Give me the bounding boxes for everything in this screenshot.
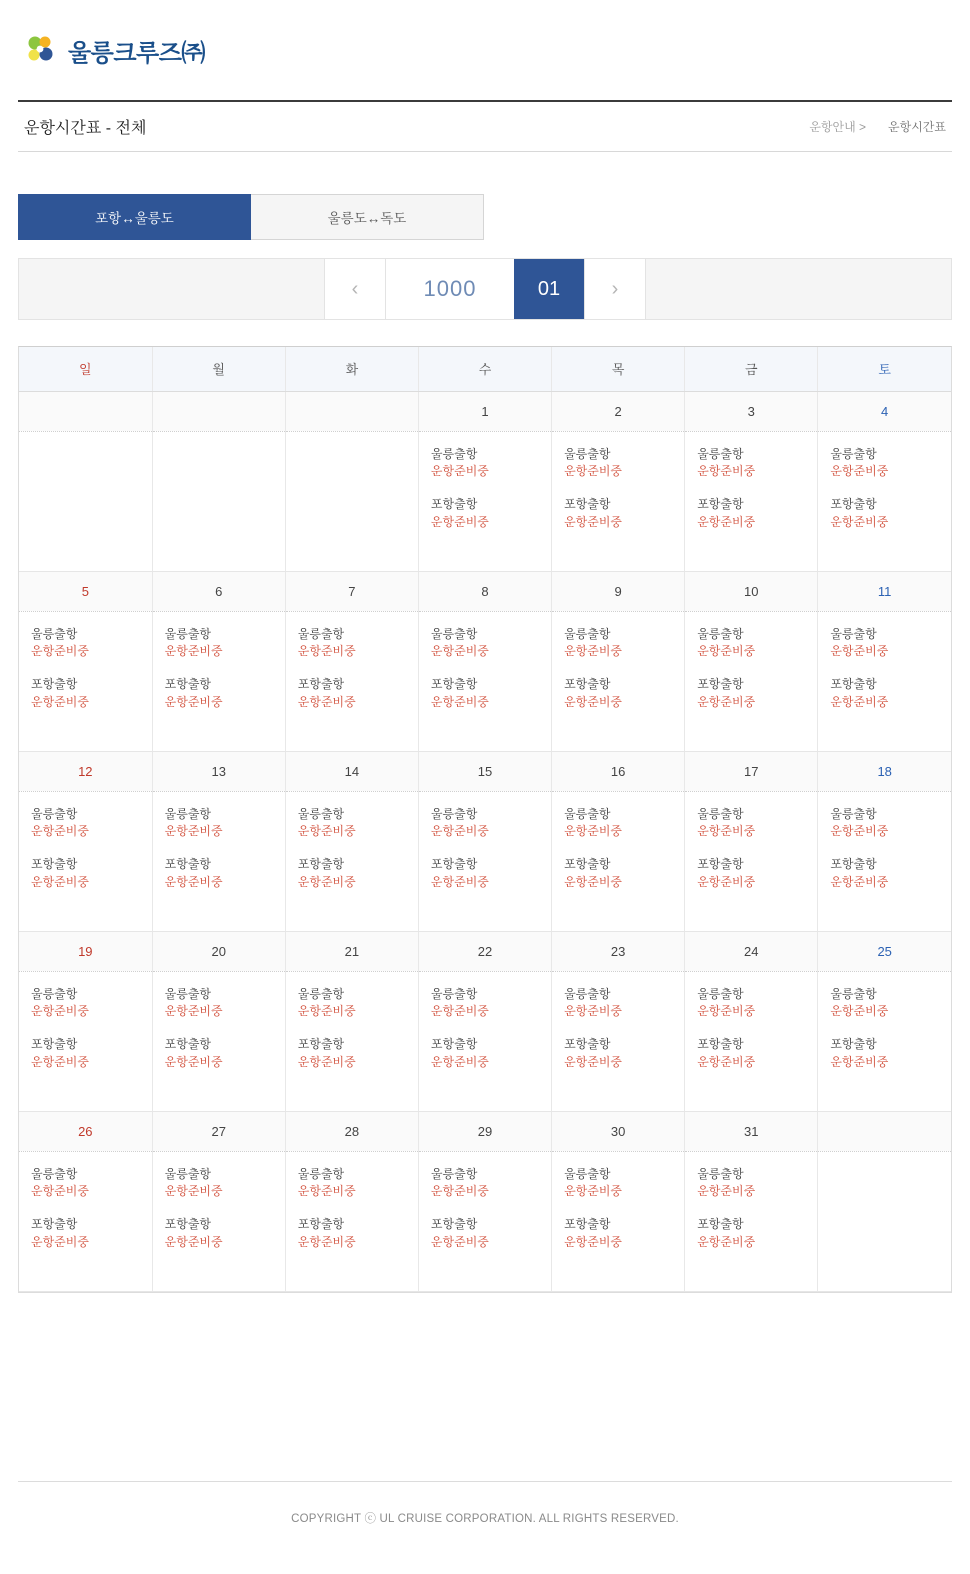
schedule-route-label: 울릉출항 [430, 446, 478, 461]
weekday-header-thu: 목 [552, 347, 685, 391]
schedule-entry-ulleung [697, 626, 805, 661]
weekday-header-wed: 수 [418, 347, 551, 391]
schedule-status-label: 운항준비중 [297, 694, 356, 709]
schedule-status-label: 운항준비중 [697, 1234, 756, 1249]
schedule-route-label: 울릉출항 [430, 626, 478, 641]
schedule-route-label: 울릉출항 [430, 806, 478, 821]
calendar-day-empty [818, 1111, 951, 1151]
schedule-entry-pohang [564, 676, 672, 711]
schedule-route-label: 울릉출항 [164, 626, 212, 641]
calendar-day-empty [152, 391, 285, 431]
calendar-day-events [19, 791, 152, 931]
schedule-route-label: 포항출항 [564, 857, 611, 872]
schedule-status-label: 운항준비중 [297, 1003, 356, 1018]
schedule-entry-pohang [564, 496, 672, 531]
schedule-entry-pohang [830, 496, 939, 531]
calendar-day-events [552, 971, 685, 1111]
calendar-day-number[interactable]: 11 [818, 571, 951, 611]
schedule-status-label: 운항준비중 [697, 1003, 756, 1018]
schedule-route-label: 포항출항 [697, 1217, 744, 1232]
calendar-day-number[interactable]: 10 [685, 571, 818, 611]
schedule-entry-pohang [431, 676, 539, 711]
schedule-entry-pohang [431, 856, 539, 891]
calendar-day-events [552, 1151, 685, 1291]
schedule-status-label: 운항준비중 [164, 823, 223, 838]
calendar-day-number[interactable]: 30 [552, 1111, 685, 1151]
schedule-entry-pohang [697, 496, 805, 531]
calendar-day-events [552, 791, 685, 931]
schedule-entry-pohang [298, 856, 406, 891]
calendar-day-number[interactable]: 28 [285, 1111, 418, 1151]
logo-text: 울릉크루즈㈜ [68, 39, 205, 67]
schedule-entry-pohang [564, 856, 672, 891]
schedule-route-label: 포항출항 [430, 857, 478, 872]
schedule-status-label: 운항준비중 [164, 1183, 223, 1198]
schedule-entry-ulleung [431, 806, 539, 841]
schedule-status-label: 운항준비중 [830, 643, 889, 658]
schedule-entry-pohang [697, 1216, 805, 1251]
schedule-route-label: 포항출항 [164, 857, 212, 872]
schedule-entry-ulleung [431, 446, 539, 481]
schedule-route-label: 울릉출항 [697, 986, 744, 1001]
schedule-status-label: 운항준비중 [564, 463, 623, 478]
schedule-status-label: 운항준비중 [564, 874, 623, 889]
breadcrumb [809, 118, 946, 135]
schedule-entry-pohang [31, 676, 140, 711]
route-tabs [18, 194, 484, 240]
schedule-entry-ulleung [830, 626, 939, 661]
calendar-day-events [152, 611, 285, 751]
calendar-day-number[interactable]: 27 [152, 1111, 285, 1151]
calendar-day-events [418, 611, 551, 751]
month-display[interactable]: 01 [514, 259, 584, 319]
tab-ulleung-dokdo[interactable]: 울릉도↔독도 [251, 194, 484, 240]
calendar-day-events [152, 1151, 285, 1291]
calendar-events-row [19, 431, 951, 571]
calendar-day-number[interactable]: 15 [418, 751, 551, 791]
schedule-entry-ulleung [298, 986, 406, 1021]
calendar-day-number[interactable]: 14 [285, 751, 418, 791]
calendar-day-number[interactable]: 16 [552, 751, 685, 791]
schedule-route-label: 울릉출항 [697, 806, 744, 821]
calendar-day-events [685, 971, 818, 1111]
schedule-route-label: 포항출항 [297, 677, 345, 692]
calendar-day-events [418, 971, 551, 1111]
schedule-status-label: 운항준비중 [830, 694, 889, 709]
schedule-entry-pohang [431, 1036, 539, 1071]
schedule-status-label: 운항준비중 [830, 1003, 889, 1018]
calendar-daynum-row [19, 571, 951, 611]
calendar-day-number[interactable]: 21 [285, 931, 418, 971]
calendar-day-number[interactable]: 1 [418, 391, 551, 431]
schedule-entry-pohang [564, 1216, 672, 1251]
schedule-route-label: 포항출항 [830, 1037, 877, 1052]
calendar-day-number[interactable]: 24 [685, 931, 818, 971]
schedule-entry-ulleung [298, 806, 406, 841]
schedule-status-label: 운항준비중 [164, 1234, 223, 1249]
schedule-status-label: 운항준비중 [830, 463, 889, 478]
schedule-entry-pohang [165, 1216, 273, 1251]
breadcrumb-item-0[interactable]: 운항안내 > [809, 120, 867, 134]
calendar-day-number[interactable]: 31 [685, 1111, 818, 1151]
calendar-day-events-empty [285, 431, 418, 571]
month-navigator [18, 258, 952, 320]
flower-logo-icon [24, 33, 58, 67]
calendar-day-events [418, 791, 551, 931]
calendar-day-events [685, 791, 818, 931]
schedule-status-label: 운항준비중 [564, 1234, 623, 1249]
calendar-day-events [285, 611, 418, 751]
weekday-header-mon: 월 [152, 347, 285, 391]
schedule-entry-pohang [298, 676, 406, 711]
schedule-status-label: 운항준비중 [564, 643, 623, 658]
calendar-day-events [818, 431, 951, 571]
schedule-entry-ulleung [564, 986, 672, 1021]
schedule-route-label: 포항출항 [31, 857, 78, 872]
calendar-day-events [19, 1151, 152, 1291]
calendar-day-events [19, 611, 152, 751]
schedule-route-label: 포항출항 [430, 677, 478, 692]
schedule-status-label: 운항준비중 [430, 694, 489, 709]
calendar-day-events [152, 971, 285, 1111]
schedule-entry-ulleung [431, 986, 539, 1021]
schedule-route-label: 포항출항 [164, 677, 212, 692]
schedule-route-label: 포항출항 [564, 677, 611, 692]
schedule-status-label: 운항준비중 [31, 874, 89, 889]
schedule-entry-ulleung [564, 626, 672, 661]
calendar-daynum-row [19, 751, 951, 791]
schedule-route-label: 울릉출항 [31, 1166, 78, 1181]
schedule-status-label: 운항준비중 [430, 514, 489, 529]
calendar-day-number[interactable]: 29 [418, 1111, 551, 1151]
schedule-entry-ulleung [31, 806, 140, 841]
schedule-route-label: 포항출항 [830, 857, 877, 872]
schedule-route-label: 울릉출항 [164, 1166, 212, 1181]
calendar-day-events-empty [19, 431, 152, 571]
schedule-route-label: 포항출항 [31, 1037, 78, 1052]
schedule-status-label: 운항준비중 [430, 1234, 489, 1249]
calendar-day-empty [19, 391, 152, 431]
schedule-status-label: 운항준비중 [430, 463, 489, 478]
schedule-status-label: 운항준비중 [430, 1183, 489, 1198]
schedule-entry-ulleung [697, 806, 805, 841]
schedule-route-label: 울릉출항 [564, 446, 611, 461]
calendar-day-number[interactable]: 20 [152, 931, 285, 971]
weekday-header-tue: 화 [285, 347, 418, 391]
schedule-route-label: 포항출항 [31, 677, 78, 692]
schedule-route-label: 포항출항 [564, 1037, 611, 1052]
schedule-route-label: 울릉출항 [697, 1166, 744, 1181]
footer [18, 1481, 952, 1526]
schedule-status-label: 운항준비중 [31, 823, 89, 838]
schedule-status-label: 운항준비중 [564, 1054, 623, 1069]
calendar-daynum-row [19, 391, 951, 431]
schedule-status-label: 운항준비중 [564, 1183, 623, 1198]
schedule-route-label: 포항출항 [297, 1217, 345, 1232]
schedule-status-label: 운항준비중 [164, 1054, 223, 1069]
schedule-status-label: 운항준비중 [297, 823, 356, 838]
schedule-entry-pohang [31, 856, 140, 891]
schedule-status-label: 운항준비중 [830, 1054, 889, 1069]
schedule-status-label: 운항준비중 [164, 643, 223, 658]
calendar-day-events-empty [152, 431, 285, 571]
schedule-status-label: 운항준비중 [297, 874, 356, 889]
schedule-status-label: 운항준비중 [430, 1003, 489, 1018]
logo[interactable] [24, 33, 205, 68]
schedule-route-label: 포항출항 [430, 1037, 478, 1052]
calendar-day-number[interactable]: 12 [19, 751, 152, 791]
schedule-route-label: 포항출항 [164, 1217, 212, 1232]
schedule-status-label: 운항준비중 [164, 874, 223, 889]
schedule-entry-ulleung [298, 1166, 406, 1201]
schedule-entry-pohang [830, 676, 939, 711]
schedule-status-label: 운항준비중 [297, 1234, 356, 1249]
weekday-header-sun: 일 [19, 347, 152, 391]
breadcrumb-item-1[interactable]: 운항시간표 [888, 120, 946, 134]
calendar-day-number[interactable]: 3 [685, 391, 818, 431]
calendar-day-empty [285, 391, 418, 431]
calendar-day-number[interactable]: 2 [552, 391, 685, 431]
schedule-entry-ulleung [165, 806, 273, 841]
schedule-calendar [18, 346, 952, 1293]
schedule-status-label: 운항준비중 [564, 1003, 623, 1018]
schedule-route-label: 울릉출항 [830, 806, 877, 821]
calendar-header-row [19, 347, 951, 391]
calendar-day-events [685, 611, 818, 751]
schedule-entry-ulleung [697, 1166, 805, 1201]
schedule-entry-ulleung [31, 626, 140, 661]
schedule-route-label: 포항출항 [697, 1037, 744, 1052]
schedule-status-label: 운항준비중 [164, 1003, 223, 1018]
schedule-status-label: 운항준비중 [697, 823, 756, 838]
schedule-status-label: 운항준비중 [830, 874, 889, 889]
schedule-entry-pohang [165, 1036, 273, 1071]
schedule-entry-pohang [431, 1216, 539, 1251]
weekday-header-sat: 토 [818, 347, 951, 391]
calendar-day-events [685, 1151, 818, 1291]
chevron-left-icon[interactable]: ‹ [324, 259, 386, 319]
schedule-route-label: 포항출항 [297, 857, 345, 872]
schedule-route-label: 울릉출항 [297, 1166, 345, 1181]
schedule-route-label: 포항출항 [564, 497, 611, 512]
calendar-day-events [685, 431, 818, 571]
schedule-route-label: 울릉출항 [830, 986, 877, 1001]
calendar-body [19, 391, 951, 1291]
schedule-entry-pohang [564, 1036, 672, 1071]
schedule-route-label: 포항출항 [430, 497, 478, 512]
schedule-route-label: 포항출항 [830, 677, 877, 692]
schedule-route-label: 포항출항 [164, 1037, 212, 1052]
calendar-events-row [19, 971, 951, 1111]
schedule-route-label: 울릉출항 [697, 446, 744, 461]
schedule-status-label: 운항준비중 [564, 694, 623, 709]
schedule-route-label: 울릉출항 [697, 626, 744, 641]
schedule-route-label: 울릉출항 [564, 986, 611, 1001]
calendar-day-events [19, 971, 152, 1111]
calendar-events-row [19, 1151, 951, 1291]
calendar-day-number[interactable]: 25 [818, 931, 951, 971]
schedule-status-label: 운항준비중 [430, 823, 489, 838]
schedule-status-label: 운항준비중 [697, 1183, 756, 1198]
calendar-day-number[interactable]: 4 [818, 391, 951, 431]
calendar-day-events [418, 1151, 551, 1291]
calendar-daynum-row [19, 931, 951, 971]
schedule-route-label: 포항출항 [697, 677, 744, 692]
title-bar [18, 100, 952, 152]
schedule-status-label: 운항준비중 [697, 694, 756, 709]
schedule-status-label: 운항준비중 [697, 874, 756, 889]
calendar-daynum-row [19, 1111, 951, 1151]
schedule-status-label: 운항준비중 [830, 514, 889, 529]
calendar-day-number[interactable]: 23 [552, 931, 685, 971]
schedule-route-label: 울릉출항 [297, 806, 345, 821]
schedule-entry-pohang [165, 676, 273, 711]
site-header [0, 0, 970, 100]
calendar-day-events [285, 971, 418, 1111]
schedule-status-label: 운항준비중 [297, 1183, 356, 1198]
chevron-right-icon[interactable]: › [584, 259, 646, 319]
year-display[interactable]: 1000 [386, 259, 514, 319]
schedule-status-label: 운항준비중 [697, 1054, 756, 1069]
page-title: 운항시간표 - 전체 [24, 120, 147, 137]
schedule-route-label: 울릉출항 [564, 806, 611, 821]
calendar-day-number[interactable]: 18 [818, 751, 951, 791]
calendar-day-events-empty [818, 1151, 951, 1291]
schedule-status-label: 운항준비중 [430, 1054, 489, 1069]
schedule-status-label: 운항준비중 [830, 823, 889, 838]
schedule-entry-pohang [298, 1216, 406, 1251]
weekday-header-fri: 금 [685, 347, 818, 391]
schedule-route-label: 포항출항 [430, 1217, 478, 1232]
schedule-status-label: 운항준비중 [31, 643, 89, 658]
schedule-entry-pohang [697, 676, 805, 711]
schedule-route-label: 울릉출항 [297, 986, 345, 1001]
calendar-events-row [19, 611, 951, 751]
schedule-entry-pohang [431, 496, 539, 531]
schedule-route-label: 울릉출항 [31, 626, 78, 641]
schedule-entry-pohang [298, 1036, 406, 1071]
schedule-entry-ulleung [697, 446, 805, 481]
schedule-entry-ulleung [298, 626, 406, 661]
schedule-route-label: 울릉출항 [830, 446, 877, 461]
schedule-entry-pohang [697, 856, 805, 891]
schedule-route-label: 포항출항 [297, 1037, 345, 1052]
calendar-day-events [418, 431, 551, 571]
schedule-entry-ulleung [564, 446, 672, 481]
schedule-status-label: 운항준비중 [697, 514, 756, 529]
calendar-day-events [285, 791, 418, 931]
calendar-day-events [552, 431, 685, 571]
schedule-status-label: 운항준비중 [564, 514, 623, 529]
schedule-entry-pohang [830, 1036, 939, 1071]
schedule-route-label: 울릉출항 [31, 806, 78, 821]
calendar-day-events [152, 791, 285, 931]
schedule-entry-ulleung [31, 986, 140, 1021]
schedule-entry-ulleung [830, 446, 939, 481]
calendar-day-events [818, 791, 951, 931]
calendar-day-number[interactable]: 13 [152, 751, 285, 791]
schedule-route-label: 울릉출항 [830, 626, 877, 641]
schedule-status-label: 운항준비중 [31, 694, 89, 709]
calendar-day-number[interactable]: 5 [19, 571, 152, 611]
schedule-status-label: 운항준비중 [297, 1054, 356, 1069]
calendar-day-number[interactable]: 9 [552, 571, 685, 611]
calendar-day-number[interactable]: 19 [19, 931, 152, 971]
schedule-status-label: 운항준비중 [697, 643, 756, 658]
schedule-route-label: 울릉출항 [31, 986, 78, 1001]
calendar-day-events [285, 1151, 418, 1291]
tab-pohang-ulleung[interactable]: 포항↔울릉도 [18, 194, 251, 240]
calendar-day-number[interactable]: 6 [152, 571, 285, 611]
calendar-day-number[interactable]: 8 [418, 571, 551, 611]
calendar-day-events [818, 971, 951, 1111]
schedule-entry-pohang [31, 1216, 140, 1251]
schedule-route-label: 포항출항 [564, 1217, 611, 1232]
schedule-route-label: 울릉출항 [164, 986, 212, 1001]
schedule-route-label: 울릉출항 [564, 1166, 611, 1181]
schedule-status-label: 운항준비중 [297, 643, 356, 658]
schedule-entry-pohang [697, 1036, 805, 1071]
copyright-text: COPYRIGHT ⓒ UL CRUISE CORPORATION. ALL RIGHTS RESERVED. [291, 1513, 679, 1525]
schedule-status-label: 운항준비중 [31, 1234, 89, 1249]
schedule-route-label: 포항출항 [31, 1217, 78, 1232]
schedule-entry-ulleung [564, 806, 672, 841]
schedule-entry-pohang [31, 1036, 140, 1071]
schedule-route-label: 포항출항 [697, 497, 744, 512]
schedule-entry-pohang [830, 856, 939, 891]
schedule-entry-ulleung [431, 1166, 539, 1201]
schedule-entry-ulleung [31, 1166, 140, 1201]
schedule-route-label: 울릉출항 [564, 626, 611, 641]
schedule-status-label: 운항준비중 [31, 1054, 89, 1069]
calendar-day-number[interactable]: 17 [685, 751, 818, 791]
schedule-status-label: 운항준비중 [164, 694, 223, 709]
schedule-route-label: 울릉출항 [297, 626, 345, 641]
schedule-entry-ulleung [165, 626, 273, 661]
schedule-entry-ulleung [564, 1166, 672, 1201]
schedule-status-label: 운항준비중 [31, 1183, 89, 1198]
schedule-route-label: 포항출항 [697, 857, 744, 872]
calendar-day-number[interactable]: 7 [285, 571, 418, 611]
calendar-day-events [818, 611, 951, 751]
schedule-route-label: 울릉출항 [430, 986, 478, 1001]
schedule-status-label: 운항준비중 [430, 874, 489, 889]
schedule-status-label: 운항준비중 [430, 643, 489, 658]
schedule-entry-ulleung [431, 626, 539, 661]
schedule-entry-ulleung [165, 1166, 273, 1201]
schedule-entry-pohang [165, 856, 273, 891]
calendar-day-number[interactable]: 22 [418, 931, 551, 971]
schedule-route-label: 포항출항 [830, 497, 877, 512]
schedule-route-label: 울릉출항 [430, 1166, 478, 1181]
schedule-route-label: 울릉출항 [164, 806, 212, 821]
schedule-status-label: 운항준비중 [31, 1003, 89, 1018]
schedule-entry-ulleung [830, 806, 939, 841]
calendar-day-number[interactable]: 26 [19, 1111, 152, 1151]
schedule-entry-ulleung [697, 986, 805, 1021]
schedule-status-label: 운항준비중 [564, 823, 623, 838]
schedule-entry-ulleung [830, 986, 939, 1021]
schedule-status-label: 운항준비중 [697, 463, 756, 478]
calendar-events-row [19, 791, 951, 931]
schedule-entry-ulleung [165, 986, 273, 1021]
calendar-day-events [552, 611, 685, 751]
